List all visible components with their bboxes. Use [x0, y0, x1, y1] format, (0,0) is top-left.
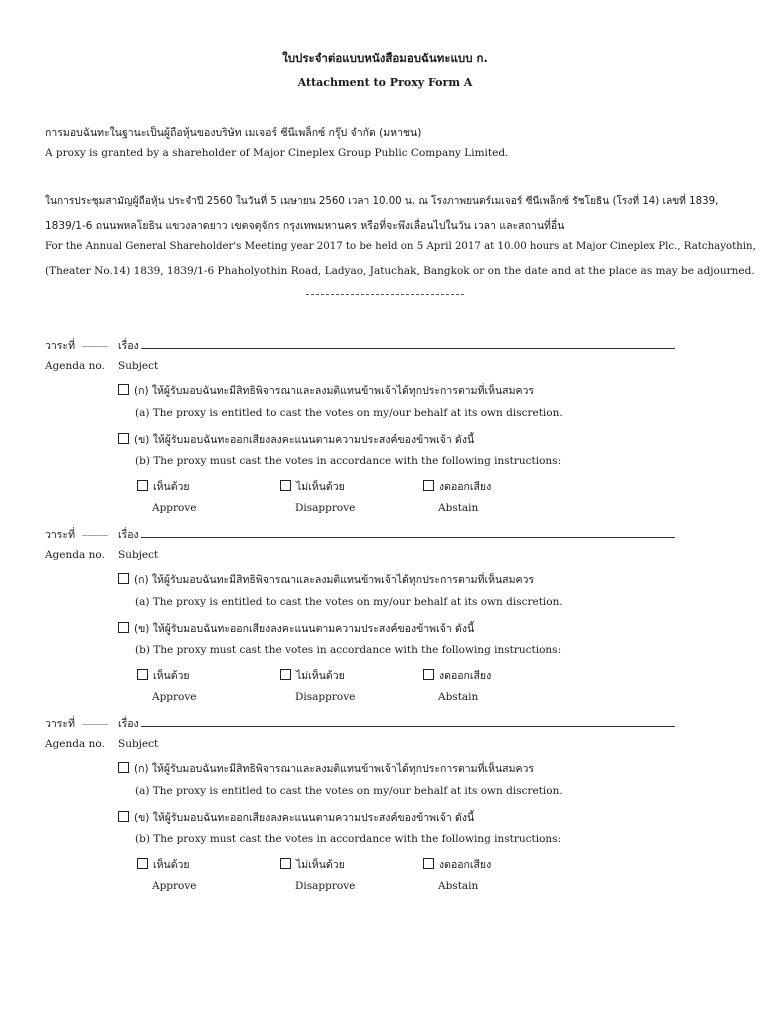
form-title-th: ใบประจำต่อแบบหนังสือมอบฉันทะแบบ ก. — [282, 51, 488, 65]
abstain-label-en: Abstain — [438, 502, 479, 514]
subject-label-en: Subject — [118, 549, 159, 561]
agenda-label-th: วาระที่ — [45, 340, 75, 352]
option-b-checkbox[interactable] — [118, 622, 129, 633]
option-a-en: (a) The proxy is entitled to cast the votes on my/our behalf at its own discretion. — [135, 785, 563, 797]
meeting-details-en-line1: For the Annual General Shareholder's Meeting year 2017 to be held on 5 April 2017 at 10.00 hours at Major Cineplex Plc., Ratchayothin, — [45, 241, 756, 252]
abstain-checkbox[interactable] — [423, 858, 434, 869]
option-b-en: (b) The proxy must cast the votes in accordance with the following instructions: — [135, 455, 562, 467]
abstain-label-th: งดออกเสียง — [439, 859, 492, 871]
option-a-th: (ก) ให้ผู้รับมอบฉันทะมีสิทธิพิจารณาและลงมติแทนข้าพเจ้าได้ทุกประการตามที่เห็นสมควร — [134, 763, 535, 775]
abstain-label-th: งดออกเสียง — [439, 481, 492, 493]
subject-label-th: เรื่อง — [118, 529, 139, 541]
approve-label-th: เห็นด้วย — [153, 670, 190, 682]
approve-checkbox[interactable] — [137, 669, 148, 680]
agenda-label-th: วาระที่ — [45, 718, 75, 730]
subject-label-en: Subject — [118, 738, 159, 750]
grant-statement-en: A proxy is granted by a shareholder of Major Cineplex Group Public Company Limited. — [45, 147, 509, 159]
meeting-details-th-line1: ในการประชุมสามัญผู้ถือหุ้น ประจำปี 2560 ในวันที่ 5 เมษายน 2560 เวลา 10.00 น. ณ โรงภาพยนตร์เมเจอร์ ซีนีเพล็กซ์ รัชโยธิน (โรงที่ 14) เลขที่ 1839, — [45, 196, 719, 207]
agenda-label-en: Agenda no. — [45, 549, 105, 561]
disapprove-choice — [280, 667, 345, 684]
approve-label-en: Approve — [152, 691, 197, 703]
abstain-checkbox[interactable] — [423, 669, 434, 680]
form-title-en: Attachment to Proxy Form A — [297, 76, 473, 89]
disapprove-choice — [280, 856, 345, 873]
option-b-th: (ข) ให้ผู้รับมอบฉันทะออกเสียงลงคะแนนตามความประสงค์ของข้าพเจ้า ดังนี้ — [134, 812, 475, 824]
approve-label-en: Approve — [152, 880, 197, 892]
option-a-row — [118, 760, 534, 777]
disapprove-checkbox[interactable] — [280, 858, 291, 869]
grant-statement-th: การมอบฉันทะในฐานะเป็นผู้ถือหุ้นของบริษัท เมเจอร์ ซีนีเพล็กซ์ กรุ๊ป จำกัด (มหาชน) — [45, 127, 422, 139]
option-b-en: (b) The proxy must cast the votes in accordance with the following instructions: — [135, 833, 562, 845]
option-a-checkbox[interactable] — [118, 762, 129, 773]
approve-choice — [137, 856, 190, 873]
agenda-block — [0, 189, 770, 703]
option-a-th: (ก) ให้ผู้รับมอบฉันทะมีสิทธิพิจารณาและลงมติแทนข้าพเจ้าได้ทุกประการตามที่เห็นสมควร — [134, 385, 535, 397]
meeting-details-th-line2: 1839/1-6 ถนนพหลโยธิน แขวงลาดยาว เขตจตุจักร กรุงเทพมหานคร หรือที่จะพึงเลื่อนไปในวัน เวลา และสถานที่อื่น — [45, 220, 565, 232]
option-b-en: (b) The proxy must cast the votes in accordance with the following instructions: — [135, 644, 562, 656]
abstain-label-th: งดออกเสียง — [439, 670, 492, 682]
agenda-label-en: Agenda no. — [45, 360, 105, 372]
abstain-label-en: Abstain — [438, 691, 479, 703]
disapprove-label-en: Disapprove — [295, 691, 356, 703]
disapprove-label-th: ไม่เห็นด้วย — [296, 670, 345, 682]
meeting-details-en-line2: (Theater No.14) 1839, 1839/1-6 Phaholyothin Road, Ladyao, Jatuchak, Bangkok or on the date and at the place as may be adjourned. — [45, 265, 755, 277]
option-b-checkbox[interactable] — [118, 811, 129, 822]
option-a-en: (a) The proxy is entitled to cast the votes on my/our behalf at its own discretion. — [135, 596, 563, 608]
approve-label-en: Approve — [152, 502, 197, 514]
option-a-th: (ก) ให้ผู้รับมอบฉันทะมีสิทธิพิจารณาและลงมติแทนข้าพเจ้าได้ทุกประการตามที่เห็นสมควร — [134, 574, 535, 586]
agenda-number-blank[interactable]: _____ — [82, 713, 109, 725]
agenda-label-th: วาระที่ — [45, 529, 75, 541]
agenda-block — [0, 378, 770, 892]
approve-checkbox[interactable] — [137, 858, 148, 869]
option-b-row — [118, 809, 474, 826]
disapprove-label-th: ไม่เห็นด้วย — [296, 481, 345, 493]
disapprove-label-en: Disapprove — [295, 880, 356, 892]
subject-label-en: Subject — [118, 360, 159, 372]
disapprove-label-en: Disapprove — [295, 502, 356, 514]
approve-label-th: เห็นด้วย — [153, 859, 190, 871]
subject-line[interactable] — [141, 726, 675, 727]
option-b-th: (ข) ให้ผู้รับมอบฉันทะออกเสียงลงคะแนนตามความประสงค์ของข้าพเจ้า ดังนี้ — [134, 434, 475, 446]
option-a-en: (a) The proxy is entitled to cast the votes on my/our behalf at its own discretion. — [135, 407, 563, 419]
approve-choice — [137, 667, 190, 684]
abstain-label-en: Abstain — [438, 880, 479, 892]
agenda-number-blank[interactable]: _____ — [82, 524, 109, 536]
subject-label-th: เรื่อง — [118, 340, 139, 352]
option-b-row — [118, 620, 474, 637]
approve-label-th: เห็นด้วย — [153, 481, 190, 493]
subject-label-th: เรื่อง — [118, 718, 139, 730]
agenda-label-en: Agenda no. — [45, 738, 105, 750]
agenda-number-blank[interactable]: _____ — [82, 335, 109, 347]
disapprove-checkbox[interactable] — [280, 669, 291, 680]
option-b-th: (ข) ให้ผู้รับมอบฉันทะออกเสียงลงคะแนนตามความประสงค์ของข้าพเจ้า ดังนี้ — [134, 623, 475, 635]
abstain-choice — [423, 667, 491, 684]
disapprove-label-th: ไม่เห็นด้วย — [296, 859, 345, 871]
abstain-choice — [423, 856, 491, 873]
